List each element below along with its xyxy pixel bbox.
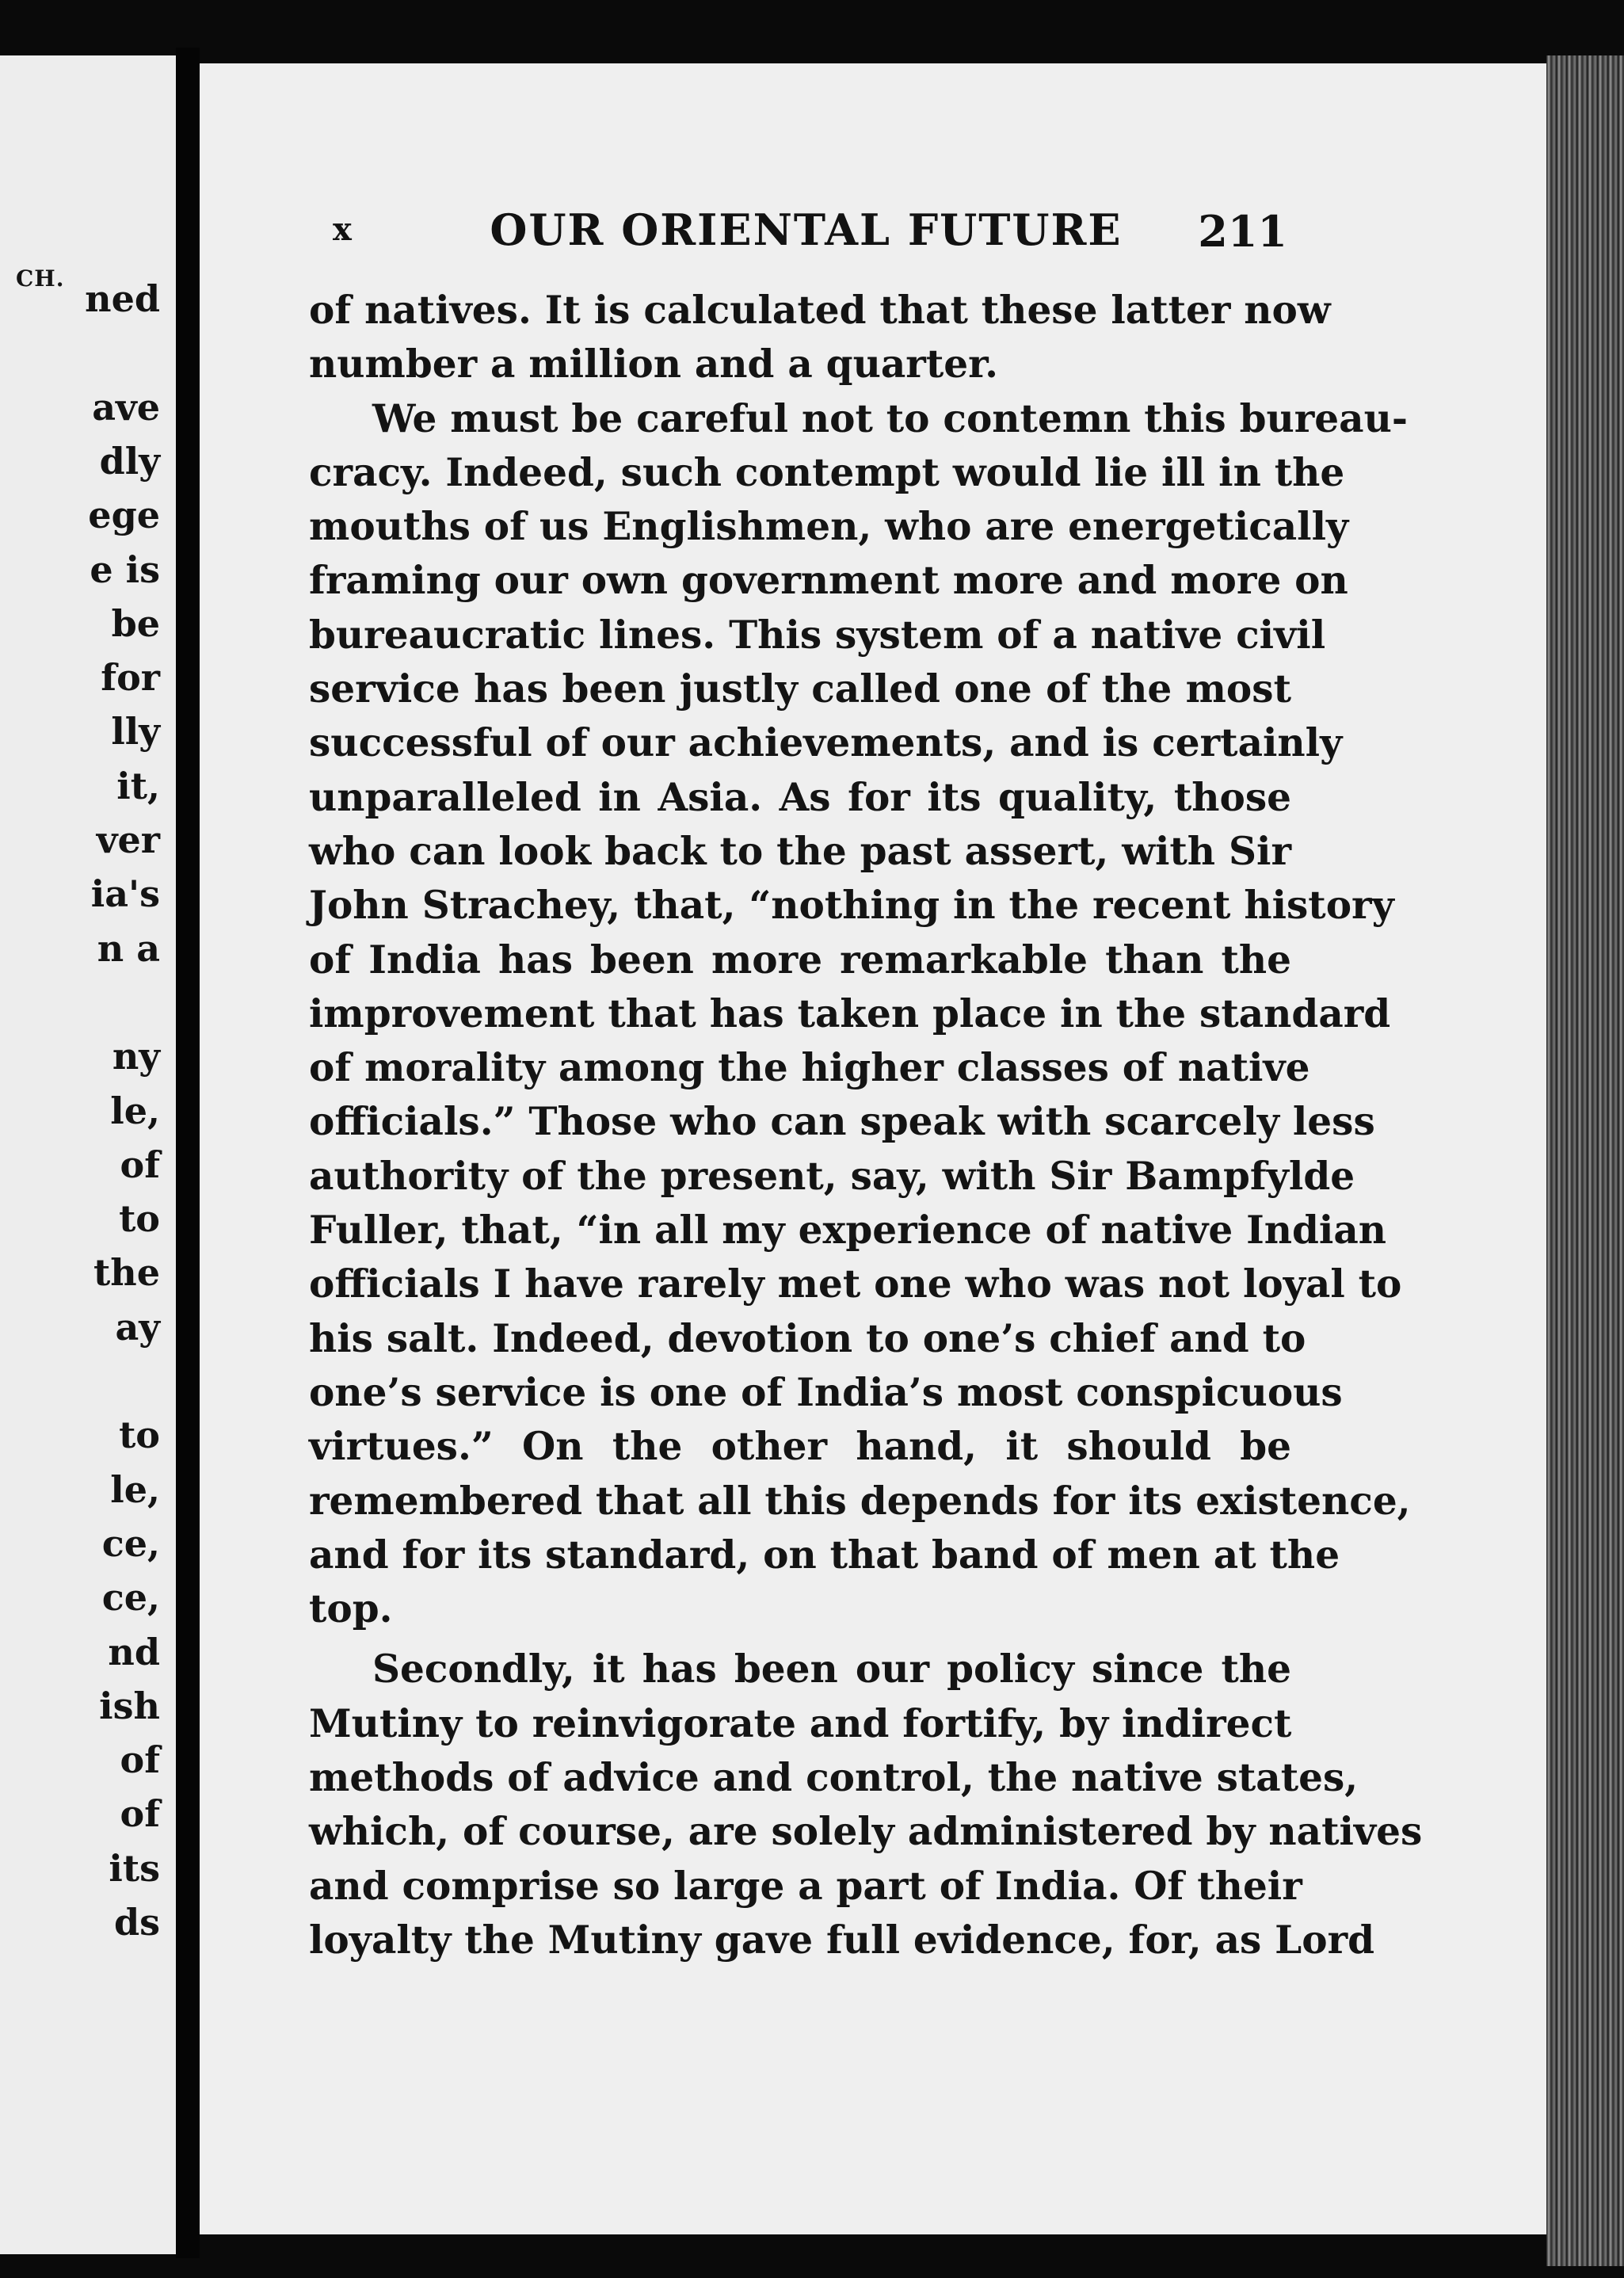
text-line: virtues.” On the other hand, it should be <box>309 1424 1291 1470</box>
previous-page-line-fragment: ia's <box>90 872 160 916</box>
previous-page-line-fragment: be <box>111 601 160 645</box>
previous-page-line-fragment: ver <box>96 818 160 861</box>
page-edges <box>1546 55 1624 2266</box>
text-line: framing our own government more and more on <box>309 558 1348 604</box>
text-line: his salt. Indeed, devotion to one’s chief and to <box>309 1315 1306 1361</box>
previous-page-line-fragment: ds <box>113 1901 160 1944</box>
previous-page-line-fragment: its <box>109 1846 160 1890</box>
text-line: top. <box>309 1586 393 1632</box>
book-gutter <box>176 48 200 2258</box>
text-line: of morality among the higher classes of native <box>309 1045 1310 1091</box>
text-line: and comprise so large a part of India. Of their <box>309 1863 1302 1909</box>
previous-page-line-fragment: ave <box>92 385 160 429</box>
text-line: remembered that all this depends for its existence, <box>309 1478 1411 1524</box>
text-line: of natives. It is calculated that these latter now <box>309 288 1331 333</box>
page-number: 211 <box>1198 206 1287 257</box>
previous-page-line-fragment: the <box>93 1251 160 1295</box>
previous-page-line-fragment: dly <box>99 439 160 483</box>
text-line: bureaucratic lines. This system of a native civil <box>309 612 1326 658</box>
previous-page-line-fragment: to <box>119 1197 160 1241</box>
text-line: service has been justly called one of the most <box>309 666 1291 712</box>
previous-page-line-fragment: ny <box>112 1035 160 1078</box>
text-line: unparalleled in Asia. As for its quality, those <box>309 774 1291 820</box>
text-line: We must be careful not to contemn this bureau- <box>372 395 1408 441</box>
previous-page-line-fragment: ish <box>99 1684 160 1727</box>
previous-page-section-mark: CH. <box>16 265 65 292</box>
previous-page-fragment <box>0 55 176 2254</box>
section-number: x <box>333 211 352 248</box>
text-line: and for its standard, on that band of men at the <box>309 1532 1340 1578</box>
text-line: loyalty the Mutiny gave full evidence, for, as Lord <box>309 1917 1375 1963</box>
text-line: Secondly, it has been our policy since the <box>372 1646 1291 1692</box>
previous-page-line-fragment: of <box>120 1738 160 1782</box>
text-line: methods of advice and control, the native states, <box>309 1755 1359 1801</box>
previous-page-line-fragment: ege <box>88 494 160 537</box>
text-line: which, of course, are solely administered by natives <box>309 1809 1423 1855</box>
text-line: authority of the present, say, with Sir Bampfylde <box>309 1153 1355 1199</box>
text-line: Mutiny to reinvigorate and fortify, by indirect <box>309 1700 1292 1746</box>
running-head <box>325 204 1287 260</box>
text-line: improvement that has taken place in the standard <box>309 990 1391 1036</box>
text-line: mouths of us Englishmen, who are energetically <box>309 504 1349 550</box>
previous-page-line-fragment: ay <box>115 1305 160 1349</box>
text-line: one’s service is one of India’s most conspicuous <box>309 1369 1343 1415</box>
text-line: Fuller, that, “in all my experience of native Indian <box>309 1208 1387 1253</box>
text-line: officials.” Those who can speak with scarcely less <box>309 1099 1375 1145</box>
previous-page-line-fragment: for <box>101 656 160 700</box>
previous-page-line-fragment: lly <box>111 710 160 754</box>
previous-page-line-fragment: ned <box>85 277 160 320</box>
previous-page-line-fragment: le, <box>110 1467 160 1511</box>
text-line: officials I have rarely met one who was not loyal to <box>309 1261 1402 1307</box>
previous-page-line-fragment: ce, <box>101 1576 160 1620</box>
text-line: number a million and a quarter. <box>309 342 999 387</box>
previous-page-line-fragment: nd <box>108 1630 160 1673</box>
text-line: successful of our achievements, and is certainly <box>309 720 1343 766</box>
previous-page-line-fragment: it, <box>116 764 160 807</box>
previous-page-line-fragment: ce, <box>101 1521 160 1565</box>
text-line: who can look back to the past assert, with Sir <box>309 828 1291 874</box>
previous-page-line-fragment: to <box>119 1414 160 1457</box>
previous-page-line-fragment: of <box>120 1792 160 1836</box>
body-text <box>309 284 1423 1967</box>
previous-page-line-fragment: e is <box>90 548 160 591</box>
text-line: cracy. Indeed, such contempt would lie ill in the <box>309 449 1345 495</box>
previous-page-line-fragment: le, <box>110 1089 160 1132</box>
previous-page-line-fragment: of <box>120 1143 160 1186</box>
text-line: of India has been more remarkable than the <box>309 937 1291 983</box>
previous-page-line-fragment: n a <box>97 926 160 970</box>
page-title: OUR ORIENTAL FUTURE <box>490 204 1123 255</box>
text-line: John Strachey, that, “nothing in the recent history <box>309 883 1394 929</box>
